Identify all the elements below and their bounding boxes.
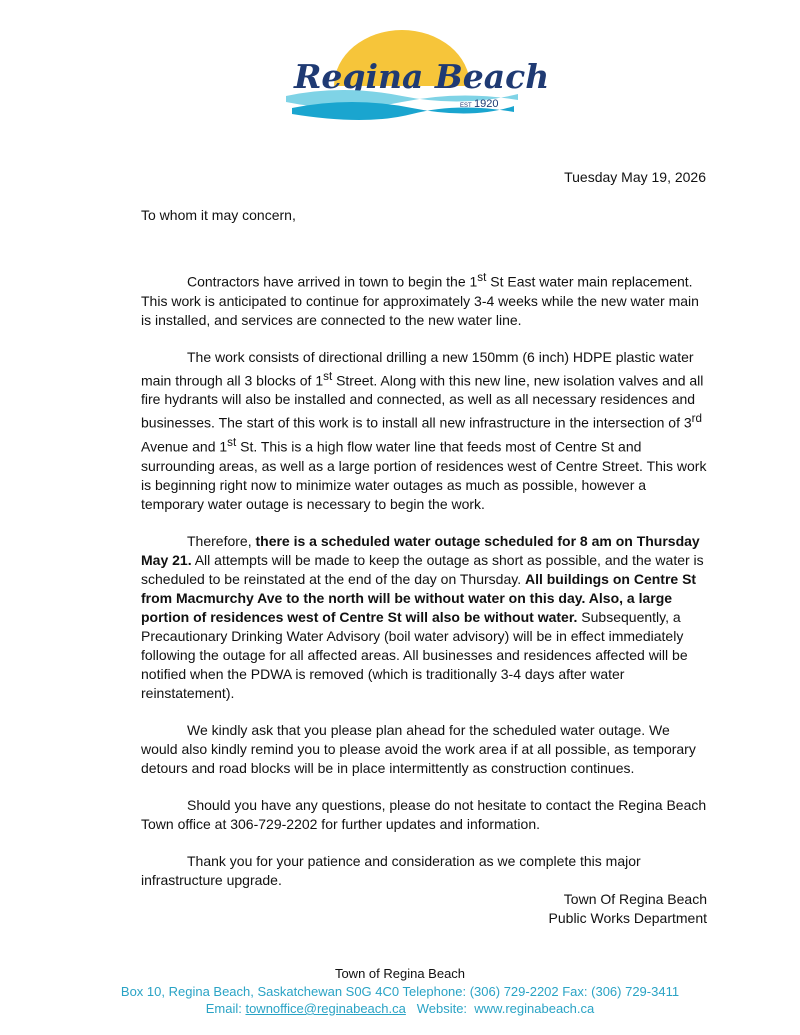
signature-block xyxy=(141,890,707,928)
email-link[interactable]: townoffice@reginabeach.ca xyxy=(245,1001,406,1016)
paragraph-2: The work consists of directional drilling a new 150mm (6 inch) HDPE plastic water main through all 3 blocks of 1st Street. Along with this new line, new isolation valves and all fire hydrants will also be installed and connected, as well as all necessary residences and businesses. The start of this work is to install all new infrastructure in the intersection of 3rd Avenue and 1st St. This is a high flow water line that feeds most of Centre St and surrounding areas, as well as a large portion of residences west of Centre Street. This work is beginning right now to minimize water outages as much as possible, however a temporary water outage is necessary to begin the work. xyxy=(141,348,707,512)
letter-date: Tuesday May 19, 2026 xyxy=(564,169,706,185)
paragraph-3: Therefore, there is a scheduled water outage scheduled for 8 am on Thursday May 21. All attempts will be made to keep the outage as short as possible, and the water is scheduled to be reinstated at the end of the day on Thursday. All buildings on Centre St from Macmurchy Ave to the north will be without water on this day. Also, a large portion of residences west of Centre St will also be without water. Subsequently, a Precautionary Drinking Water Advisory (boil water advisory) will be in effect immediately following the outage for all affected areas. All businesses and residences affected will be notified when the PDWA is removed (which is traditionally 3-4 days after water reinstatement). xyxy=(141,532,704,701)
outage-time-notice: there is a scheduled water outage scheduled for 8 am on Thursday May 21. xyxy=(141,532,700,568)
footer-address: Box 10, Regina Beach, Saskatchewan S0G 4C0 Telephone: (306) 729-2202 Fax: (306) 729-3411 xyxy=(120,983,680,999)
footer-contact: Email: townoffice@reginabeach.ca Website: www.reginabeach.ca xyxy=(205,1001,595,1016)
letterhead-footer xyxy=(0,965,800,1018)
affected-area-notice: All buildings on Centre St from Macmurchy Ave to the north will be without water on this day. Also, a large portion of residences west of Centre St will also be without water. xyxy=(141,570,697,625)
paragraph-4: We kindly ask that you please plan ahead for the scheduled water outage. We would also kindly remind you to please avoid the work area if at all possible, as temporary detours and road blocks will be in place intermittently as construction continues. xyxy=(141,721,696,776)
footer-org-name: Town of Regina Beach xyxy=(334,966,466,981)
letter-body xyxy=(141,206,707,928)
website-text: www.reginabeach.ca xyxy=(474,1001,595,1016)
signature-line-2: Public Works Department xyxy=(548,909,707,926)
paragraph-5: Should you have any questions, please do not hesitate to contact the Regina Beach Town office at 306-729-2202 for further updates and information. xyxy=(141,796,707,832)
regina-beach-logo xyxy=(282,24,550,124)
logo-wordmark: Regina Beach xyxy=(294,57,550,96)
logo-est-year: 1920 xyxy=(474,98,499,110)
logo-est-label: EST xyxy=(460,103,472,109)
paragraph-6: Thank you for your patience and consideration as we complete this major infrastructure upgrade. xyxy=(141,852,641,888)
paragraph-1: Contractors have arrived in town to begin the 1st St East water main replacement. This work is anticipated to continue for approximately 3-4 weeks while the new water main is installed, and services are connected to the new water line. xyxy=(141,271,699,328)
signature-line-1: Town Of Regina Beach xyxy=(563,890,707,907)
salutation: To whom it may concern, xyxy=(141,207,296,223)
